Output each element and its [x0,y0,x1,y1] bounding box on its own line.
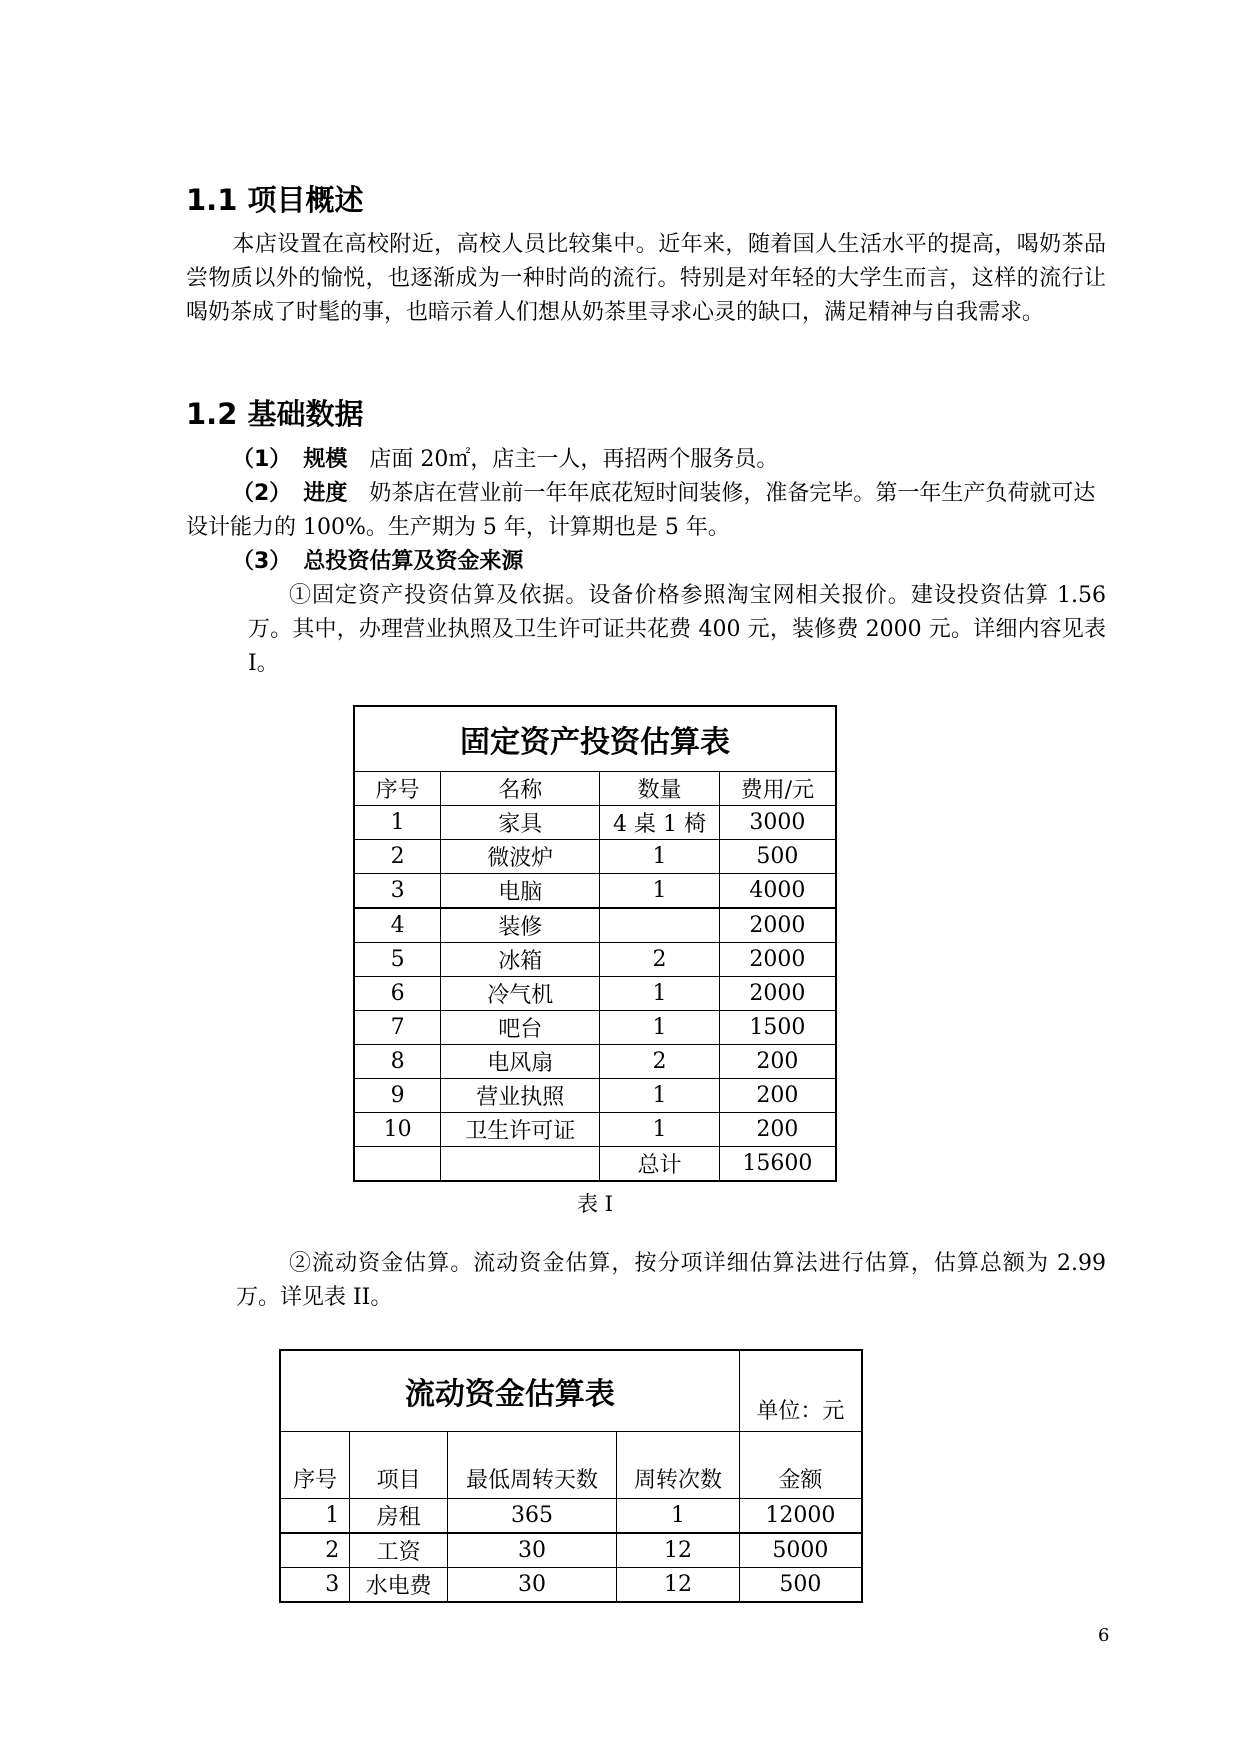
table-cell: 电脑 [441,874,600,909]
table-caption: 表 I [577,1192,613,1216]
table-cell: 2 [600,1045,719,1079]
table-cell: 冰箱 [441,943,600,977]
unit-label: 单位：元 [739,1350,862,1432]
table-cell: 12 [617,1533,740,1568]
table-row [280,1499,862,1534]
table-cell: 10 [354,1113,441,1147]
table-row [354,874,836,909]
table-cell: 15600 [719,1147,836,1182]
table-cell: 9 [354,1079,441,1113]
table-row [354,1113,836,1147]
table-cell [600,908,719,943]
table-cell: 7 [354,1011,441,1045]
table-cell: 3 [280,1568,350,1603]
list-item-investment [186,545,1106,579]
table-cell: 家具 [441,806,600,840]
table-header-row [280,1432,862,1499]
working-capital-paragraph [236,1247,1106,1315]
table-cell: 2 [354,840,441,874]
table-cell: 吧台 [441,1011,600,1045]
table-title: 固定资产投资估算表 [354,706,836,772]
table-cell: 500 [739,1568,862,1603]
table-cell: 365 [447,1499,616,1534]
table-row [354,1011,836,1045]
table-row [280,1533,862,1568]
table-row [354,1079,836,1113]
table-cell: 1 [354,806,441,840]
column-header: 序号 [354,772,441,806]
table-cell [354,1147,441,1182]
table-cell: 2 [280,1533,350,1568]
table-cell: 房租 [350,1499,448,1534]
table-cell: 1500 [719,1011,836,1045]
section-heading-basic-data: 1.2 基础数据 [186,397,364,431]
item-number: （3） [232,549,292,574]
fixed-asset-text: ①固定资产投资估算及依据。设备价格参照淘宝网相关报价。建设投资估算 1.56 万。其中，办理营业执照及卫生许可证共花费 400 元，装修费 2000 元。详细内容见表 I。 [248,583,1106,676]
table-cell: 12 [617,1568,740,1603]
table-cell: 冷气机 [441,977,600,1011]
page-number: 6 [1098,1625,1110,1646]
table-row [354,908,836,943]
table-cell: 工资 [350,1533,448,1568]
table-title: 流动资金估算表 [280,1350,739,1432]
table-cell: 200 [719,1045,836,1079]
item-label: 进度 [303,481,348,506]
table-cell: 1 [600,1011,719,1045]
column-header: 数量 [600,772,719,806]
table-cell: 8 [354,1045,441,1079]
item-label: 规模 [303,447,348,472]
column-header: 费用/元 [719,772,836,806]
table-cell: 卫生许可证 [441,1113,600,1147]
table-cell: 电风扇 [441,1045,600,1079]
item-number: （1） [232,447,292,472]
working-capital-table [279,1349,863,1603]
table-cell: 12000 [739,1499,862,1534]
column-header: 最低周转天数 [447,1432,616,1499]
item-text: 奶茶店在营业前一年年底花短时间装修，准备完毕。第一年生产负荷就可达设计能力的 100%。生产期为 5 年，计算期也是 5 年。 [186,481,1096,540]
list-item-schedule [186,477,1106,545]
table-cell: 6 [354,977,441,1011]
table-cell: 2000 [719,908,836,943]
item-label: 总投资估算及资金来源 [303,549,524,574]
table-row [354,1045,836,1079]
table-cell: 1 [600,1079,719,1113]
table-row [354,943,836,977]
table-cell: 5000 [739,1533,862,1568]
column-header: 金额 [739,1432,862,1499]
table-cell: 营业执照 [441,1079,600,1113]
table-cell: 总计 [600,1147,719,1182]
table-row [280,1568,862,1603]
table-header-row [354,772,836,806]
overview-text: 本店设置在高校附近，高校人员比较集中。近年来，随着国人生活水平的提高，喝奶茶品尝物质以外的愉悦，也逐渐成为一种时尚的流行。特别是对年轻的大学生而言，这样的流行让喝奶茶成了时髦的事，也暗示着人们想从奶茶里寻求心灵的缺口，满足精神与自我需求。 [186,232,1106,325]
table-cell: 2000 [719,943,836,977]
column-header: 序号 [280,1432,350,1499]
table-cell: 500 [719,840,836,874]
total-row [354,1147,836,1182]
table-cell: 装修 [441,908,600,943]
table-cell: 1 [600,1113,719,1147]
section-heading-overview: 1.1 项目概述 [186,183,364,217]
table-cell: 30 [447,1533,616,1568]
table-cell: 1 [617,1499,740,1534]
table-row [354,977,836,1011]
column-header: 名称 [441,772,600,806]
table-cell: 3 [354,874,441,909]
table-cell: 5 [354,943,441,977]
table-cell: 4 桌 1 椅 [600,806,719,840]
working-capital-text: ②流动资金估算。流动资金估算，按分项详细估算法进行估算，估算总额为 2.99 万。详见表 II。 [236,1251,1106,1310]
table-cell: 2 [600,943,719,977]
table-cell: 200 [719,1079,836,1113]
table-cell: 200 [719,1113,836,1147]
item-number: （2） [232,481,292,506]
table-cell: 1 [600,840,719,874]
table-row [354,806,836,840]
table-cell: 4 [354,908,441,943]
overview-paragraph [186,228,1106,330]
table-cell: 1 [600,874,719,909]
table-cell: 30 [447,1568,616,1603]
table-cell [441,1147,600,1182]
list-item-scale [186,443,1106,477]
column-header: 周转次数 [617,1432,740,1499]
table-cell: 4000 [719,874,836,909]
table-cell: 3000 [719,806,836,840]
table-cell: 2000 [719,977,836,1011]
table-cell: 1 [280,1499,350,1534]
item-text: 店面 20㎡，店主一人，再招两个服务员。 [369,447,779,472]
table-cell: 微波炉 [441,840,600,874]
table-row [354,840,836,874]
fixed-asset-paragraph [248,579,1106,681]
column-header: 项目 [350,1432,448,1499]
table-cell: 1 [600,977,719,1011]
fixed-asset-table [353,705,837,1182]
table-cell: 水电费 [350,1568,448,1603]
